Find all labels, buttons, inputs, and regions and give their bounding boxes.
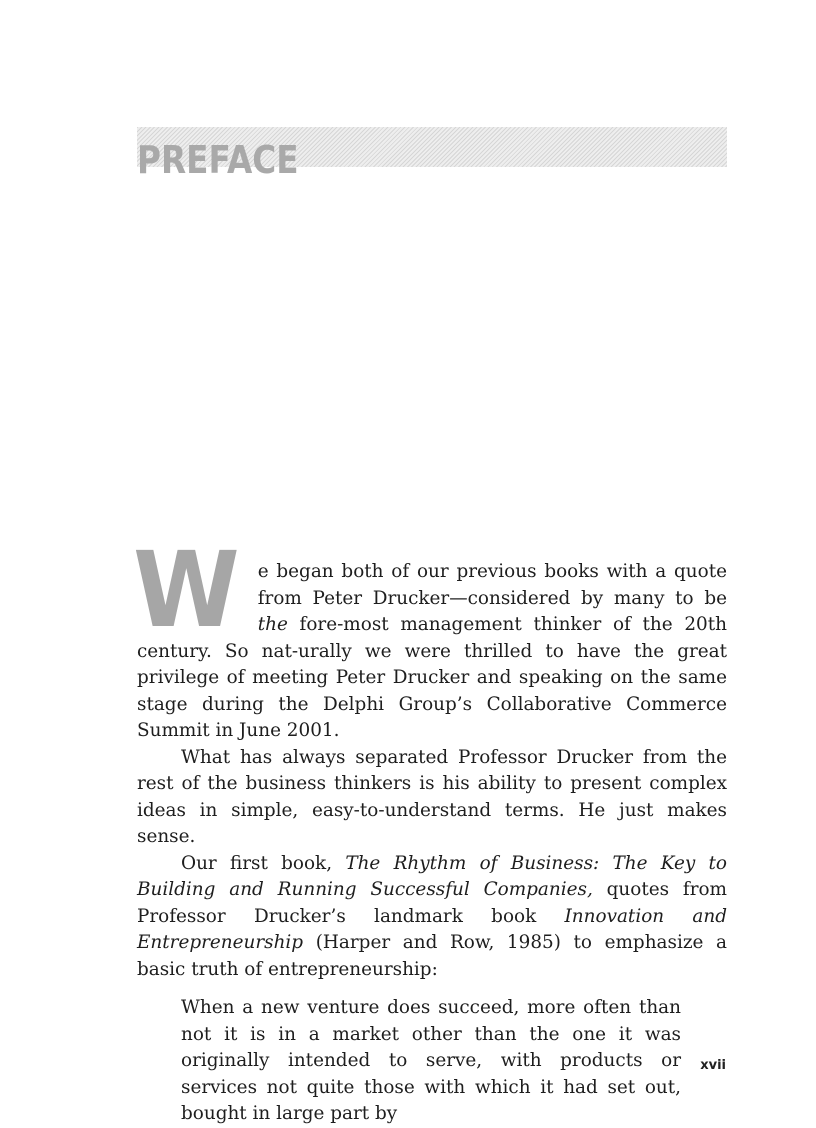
drop-cap: W — [133, 529, 240, 651]
paragraph-3-text-a: Our first book, — [181, 852, 346, 874]
page-number: xvii — [700, 1058, 726, 1073]
paragraph-3 — [137, 851, 727, 984]
paragraph-1-emphasis: the — [257, 614, 288, 635]
paragraph-2: What has always separated Professor Drucker from the rest of the business thinkers is his ability to present complex ideas in simple, easy-to-understand terms. He just makes sense. — [137, 746, 727, 847]
paragraph-3-text-b: quotes from Professor Drucker’s landmark book — [137, 879, 727, 927]
chapter-heading: PREFACE — [137, 138, 299, 182]
body-text — [133, 529, 728, 1128]
paragraph-1-text: e began both of our previous books with a quote from Peter Drucker—considered by many to be — [257, 561, 727, 609]
book-title-innovation: Innovation and Entrepreneurship — [137, 905, 728, 953]
block-quote: When a new venture does succeed, more often than not it is in a market other than the one it was originally intended to serve, with products or services not quite those with which it had set out, bought in large part by — [181, 997, 681, 1124]
paragraph-1 — [133, 529, 727, 745]
book-title-rhythm: The Rhythm of Business: The Key to Building and Running Successful Companies, — [137, 852, 727, 900]
paragraph-3-text-c: (Harper and Row, 1985) to emphasize a basic truth of entrepreneurship: — [137, 932, 727, 980]
paragraph-1-rest: fore-most management thinker of the 20th century. So nat-urally we were thrilled to have the great privilege of meeting Peter Drucker and speaking on the same stage during the Delphi Group’s Collaborative Commerce Summit in June 2001. — [137, 614, 727, 741]
